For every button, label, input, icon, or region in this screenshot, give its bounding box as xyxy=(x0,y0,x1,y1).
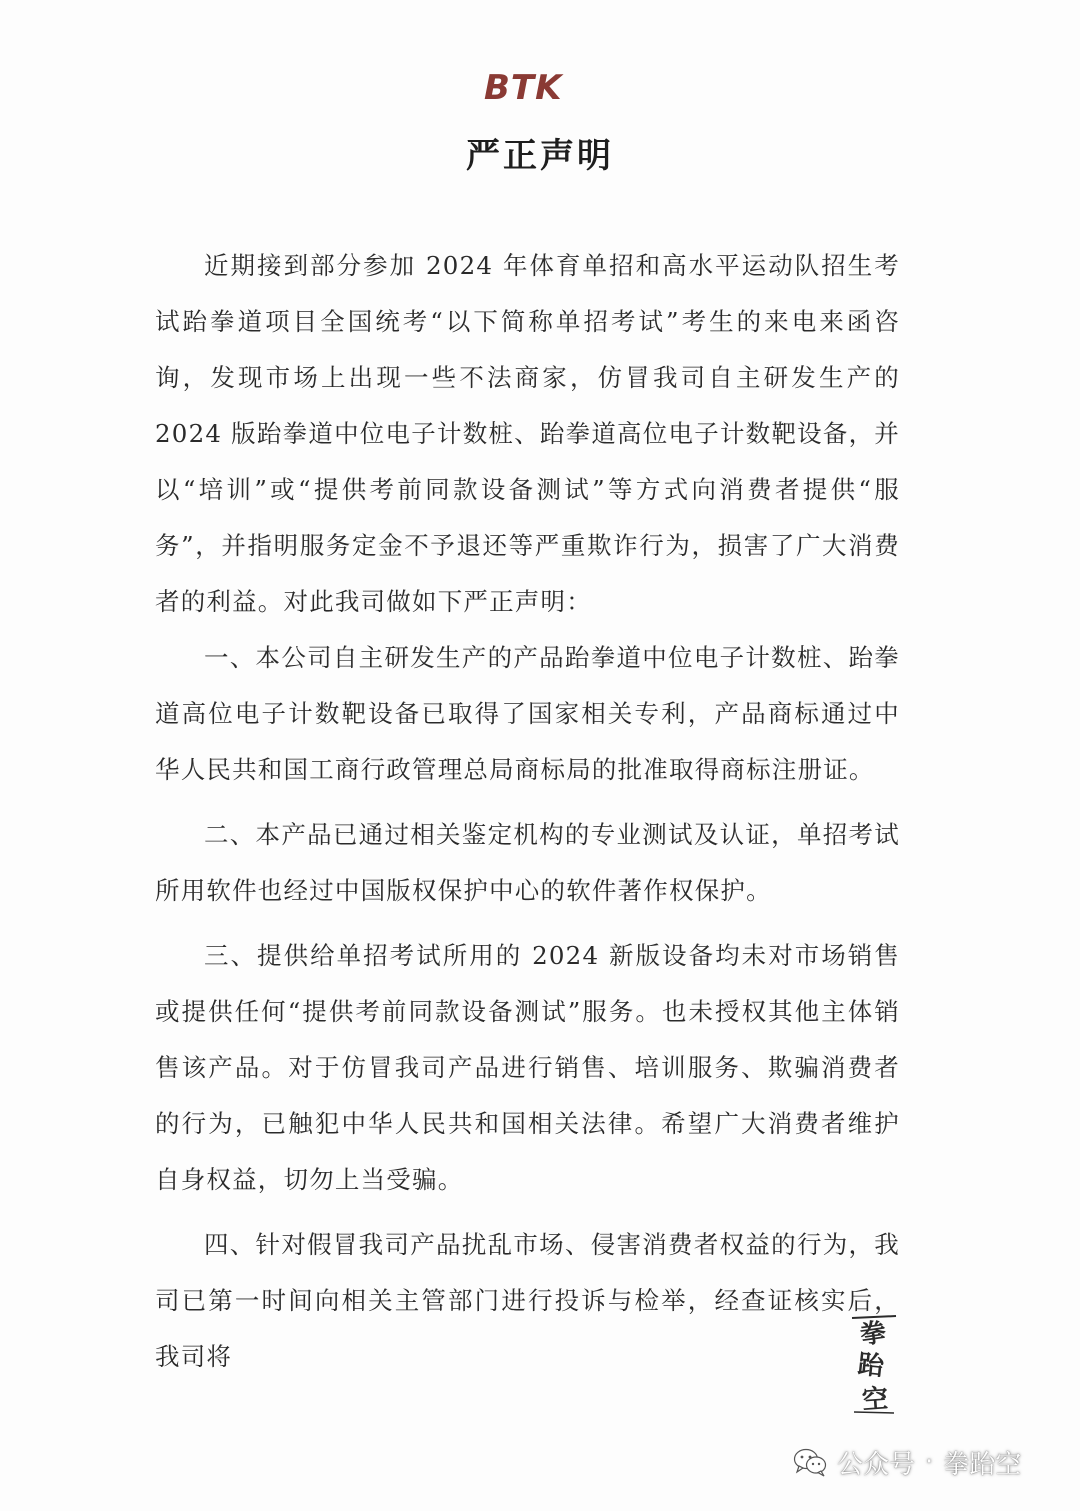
svg-text:空: 空 xyxy=(861,1384,890,1416)
svg-text:跆: 跆 xyxy=(856,1349,886,1383)
clause-four-paragraph: 四、针对假冒我司产品扰乱市场、侵害消费者权益的行为，我司已第一时间向相关主管部门进行投诉与检举，经查证核实后，我司将 xyxy=(155,1230,900,1371)
page-title: 严正声明 xyxy=(466,136,614,176)
wechat-account-watermark xyxy=(793,1440,1021,1484)
svg-text:拳: 拳 xyxy=(858,1317,889,1351)
btk-logo xyxy=(482,68,572,104)
clause-three-paragraph: 三、提供给单招考试所用的 2024 新版设备均未对市场销售或提供任何“提供考前同款设备测试”服务。也未授权其他主体销售该产品。对于仿冒我司产品进行销售、培训服务、欺骗消费者的行为，已触犯中华人民共和国相关法律。希望广大消费者维护自身权益，切勿上当受骗。 xyxy=(155,941,900,1194)
watermark-label: 公众号 xyxy=(837,1449,916,1480)
handwritten-seal xyxy=(846,1312,902,1416)
wechat-icon xyxy=(793,1447,827,1477)
intro-paragraph: 近期接到部分参加 2024 年体育单招和高水平运动队招生考试跆拳道项目全国统考“以下简称单招考试”考生的来电来函咨询，发现市场上出现一些不法商家，仿冒我司自主研发生产的 2024 版跆拳道中位电子计数桩、跆拳道高位电子计数靶设备，并以“培训”或“提供考前同款设备测试”等方式向消费者提供“服务”，并指明服务定金不予退还等严重欺诈行为，损害了广大消费者的利益。对此我司做如下严正声明： xyxy=(155,251,900,616)
logo-text: BTK xyxy=(484,68,563,104)
clause-one-paragraph: 一、本公司自主研发生产的产品跆拳道中位电子计数桩、跆拳道高位电子计数靶设备已取得了国家相关专利，产品商标通过中华人民共和国工商行政管理总局商标局的批准取得商标注册证。 xyxy=(155,643,900,784)
watermark-account: 拳跆空 xyxy=(943,1449,1022,1480)
clause-two-paragraph: 二、本产品已通过相关鉴定机构的专业测试及认证，单招考试所用软件也经过中国版权保护中心的软件著作权保护。 xyxy=(155,820,900,905)
statement-body xyxy=(155,238,900,1394)
watermark-separator: · xyxy=(925,1447,934,1477)
